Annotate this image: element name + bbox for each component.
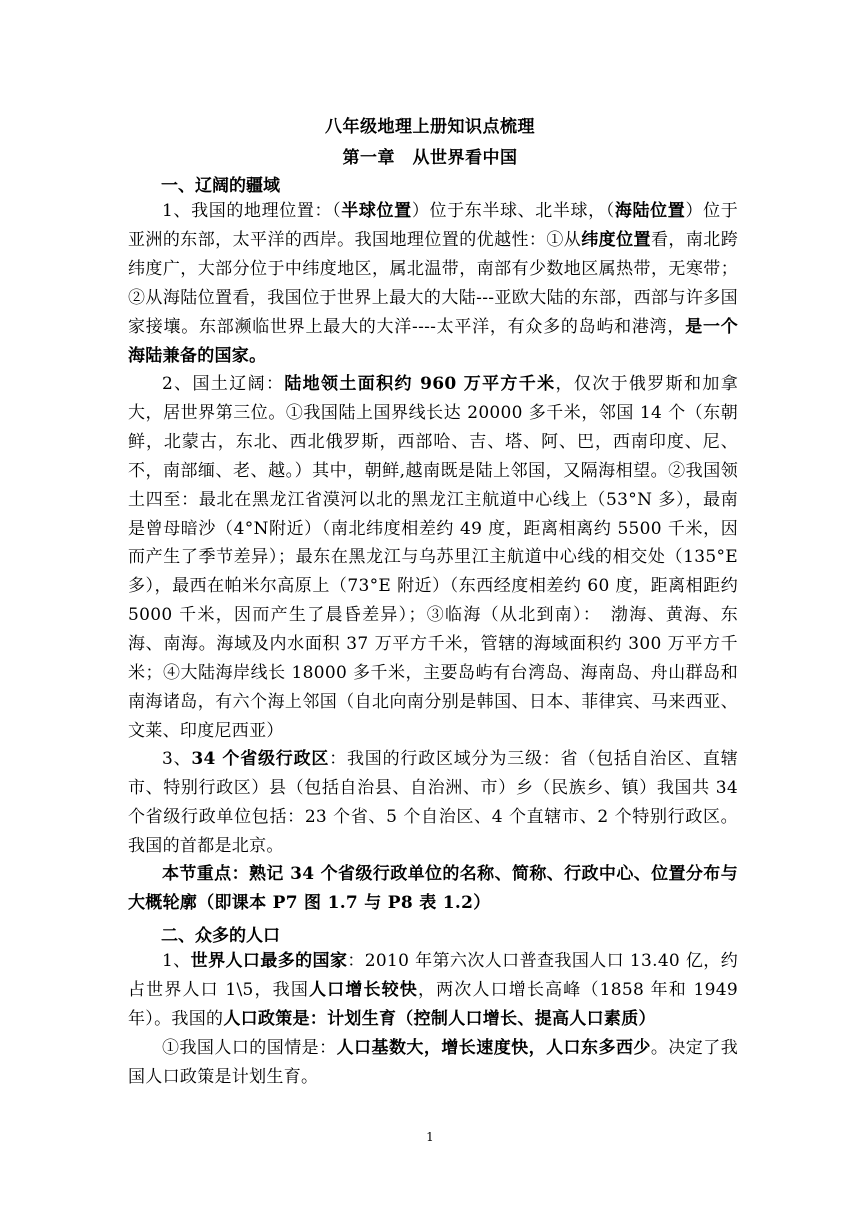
text-run: ，仅次于俄罗斯和加拿大，居世界第三位。①我国陆上国界线长达 20000 多千米，邻国 14 个（东朝鲜，北蒙古，东北、西北俄罗斯，西部哈、吉、塔、阿、巴，西南印度、尼、不，南部缅、老、越。）其中，朝鲜,越南既是陆上邻国，又隔海相望。②我国领土四至：最北在黑龙江省漠河以北的黑龙江主航道中心线上（53°N 多），最南是曾母暗沙（4°N附近）（南北纬度相差约 49 度，距离相离约 5500 千米，因而产生了季节差异）；最东在黑龙江与乌苏里江主航道中心线的相交处（135°E多），最西在帕米尔高原上（73°E 附近）（东西经度相差约 60 度，距离相距约 5000 千米，因而产生了晨昏差异）；③临海（从北到南）： 渤海、黄海、东海、南海。海域及内水面积 37 万平方千米，管辖的海域面积约 300 万平方千米；④大陆海岸线长 18000 多千米，主要岛屿有台湾岛、海南岛、舟山群岛和南海诸岛，有六个海上邻国（自北向南分别是韩国、日本、菲律宾、马来西亚、文莱、印度尼西亚） — [128, 374, 739, 741]
paragraph-administrative-divisions — [128, 745, 738, 861]
bold-text-run: 本节重点：熟记 34 个省级行政单位的名称、简称、行政中心、位置分布与大概轮廓 — [128, 864, 738, 913]
bold-text-run: （即课本 P7 图 1.7 与 P8 表 1.2） — [197, 892, 491, 913]
text-run: 1、我国的地理位置：（ — [162, 201, 342, 221]
bold-text-run: 半球位置 — [341, 201, 412, 221]
paragraph-key-points — [128, 860, 738, 918]
text-run: 1、 — [162, 951, 191, 971]
bold-text-run: 是一个海陆兼备的国家。 — [128, 316, 738, 366]
text-run: ：我国的行政区域分为三级：省（包括自治区、直辖市、特别行政区）县（包括自治县、自治洲、市）乡（民族乡、镇）我国共 34 个省级行政单位包括：23 个省、5 个自治区、4 个直辖市、2 个特别行政区。我国的首都是北京。 — [128, 749, 739, 856]
text-run: ：2010 年第六次人口普查我国人口 13.40 亿，约占世界人口 1\5，我国 — [128, 951, 738, 1000]
text-run: ①我国人口的国情是： — [162, 1038, 337, 1058]
section-heading-population: 二、众多的人口 — [161, 926, 280, 946]
paragraph-population — [128, 947, 738, 1034]
document-title: 八年级地理上册知识点梳理 — [325, 117, 535, 137]
text-run: 3、 — [162, 749, 192, 769]
bold-text-run: 人口基数大，增长速度快，人口东多西少 — [336, 1038, 651, 1058]
bold-text-run: 人口增长较快 — [309, 979, 418, 1000]
paragraph-territory-size — [128, 370, 738, 746]
bold-text-run: 人口政策是：计划生育（控制人口增长、提高人口素质） — [223, 1008, 656, 1029]
text-run: 。决定了我国人口政策是计划生育。 — [128, 1038, 738, 1087]
text-run: ，两次人口增长高峰（1858 年和 1949 年）。我国的 — [128, 979, 738, 1029]
section-heading-territory: 一、辽阔的疆域 — [161, 176, 280, 196]
bold-text-run: 世界人口最多的国家 — [190, 951, 348, 971]
text-run: ）位于东半球、北半球，（ — [411, 201, 615, 221]
text-run: 2、国土辽阔： — [162, 374, 285, 394]
paragraph-location — [128, 197, 738, 370]
bold-text-run: 陆地领土面积约 960 万平方千米 — [284, 374, 556, 394]
text-run: 看，南北跨纬度广，大部分位于中纬度地区，属北温带，南部有少数地区属热带，无寒带；②从海陆位置看，我国位于世界上最大的大陆---亚欧大陆的东部，西部与许多国家接壤。东部濒临世界上最大的大洋----太平洋，有众多的岛屿和港湾， — [128, 229, 738, 337]
bold-text-run: 海陆位置 — [614, 201, 686, 221]
bold-text-run: 纬度位置 — [581, 229, 651, 250]
chapter-title: 第一章 从世界看中国 — [342, 148, 518, 168]
paragraph-population-situation — [128, 1034, 738, 1092]
text-run: ）位于亚洲的东部，太平洋的西岸。我国地理位置的优越性：①从 — [128, 201, 739, 250]
bold-text-run: 34 个省级行政区 — [191, 749, 330, 769]
page-number: 1 — [426, 1130, 434, 1144]
